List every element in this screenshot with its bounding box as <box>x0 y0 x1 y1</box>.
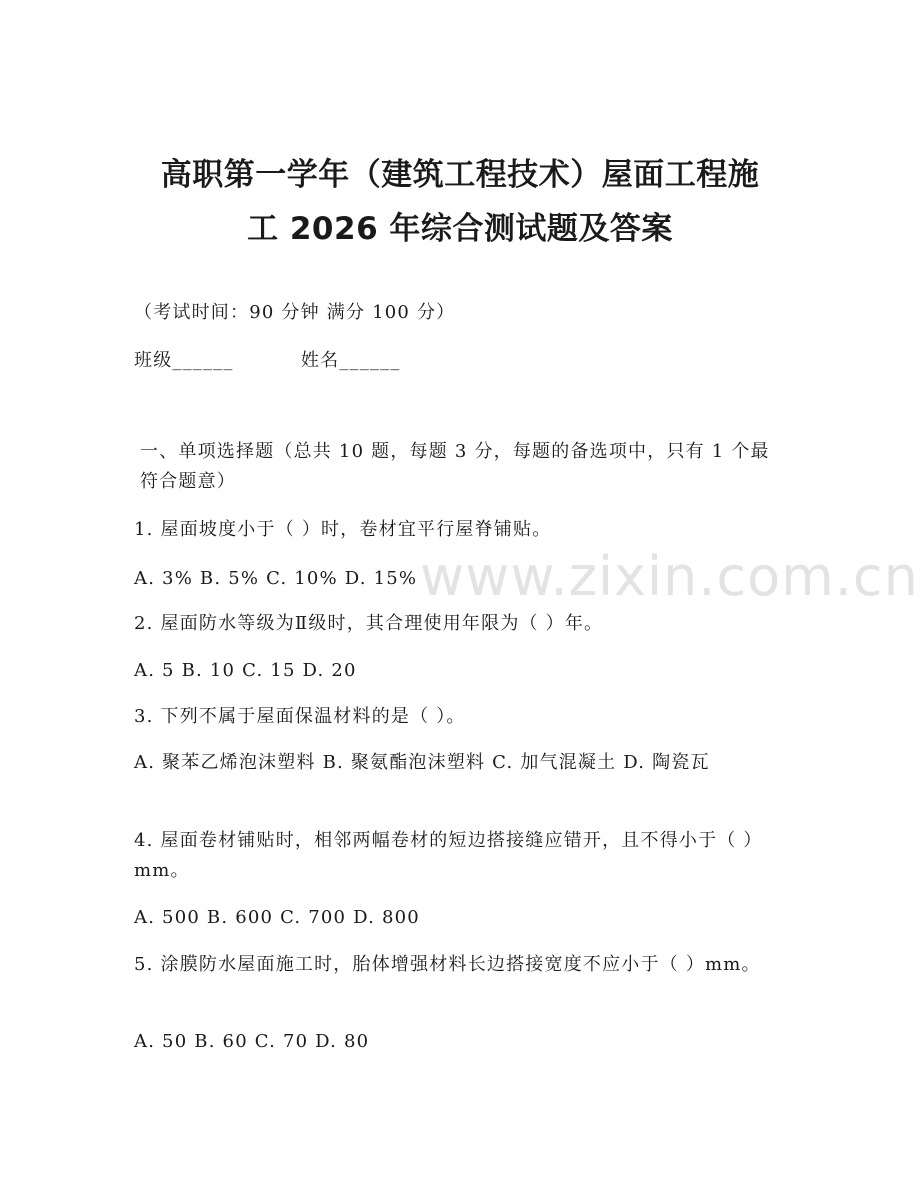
title-line-1: 高职第一学年（建筑工程技术）屋面工程施 <box>160 157 760 193</box>
question-stem: 1. 屋面坡度小于（ ）时，卷材宜平行屋脊铺贴。 <box>134 519 552 540</box>
question-options: A. 5 B. 10 C. 15 D. 20 <box>134 660 357 681</box>
question-options: A. 3% B. 5% C. 10% D. 15% <box>134 568 418 589</box>
question-options: A. 聚苯乙烯泡沫塑料 B. 聚氨酯泡沫塑料 C. 加气混凝土 D. 陶瓷瓦 <box>134 752 710 773</box>
watermark: www.zixin.com.cn <box>420 545 919 608</box>
question-stem: 5. 涂膜防水屋面施工时，胎体增强材料长边搭接宽度不应小于（ ）mm。 <box>134 954 761 975</box>
document-title <box>60 148 860 256</box>
student-info-row <box>134 346 784 376</box>
question-stem: 3. 下列不属于屋面保温材料的是（ ）。 <box>134 706 466 727</box>
class-field: 班级______ <box>134 350 234 371</box>
exam-info: （考试时间：90 分钟 满分 100 分） <box>134 302 456 323</box>
section-heading: 一、单项选择题（总共 10 题，每题 3 分，每题的备选项中，只有 1 个最符合题意） <box>140 441 770 492</box>
name-field: 姓名______ <box>300 350 401 371</box>
question-options: A. 500 B. 600 C. 700 D. 800 <box>134 907 420 928</box>
question-stem: 4. 屋面卷材铺贴时，相邻两幅卷材的短边搭接缝应错开，且不得小于（ ）mm。 <box>134 830 763 881</box>
title-line-2: 工 2026 年综合测试题及答案 <box>247 211 673 247</box>
question-stem: 2. 屋面防水等级为Ⅱ级时，其合理使用年限为（ ）年。 <box>134 613 604 634</box>
question-options: A. 50 B. 60 C. 70 D. 80 <box>134 1031 370 1052</box>
